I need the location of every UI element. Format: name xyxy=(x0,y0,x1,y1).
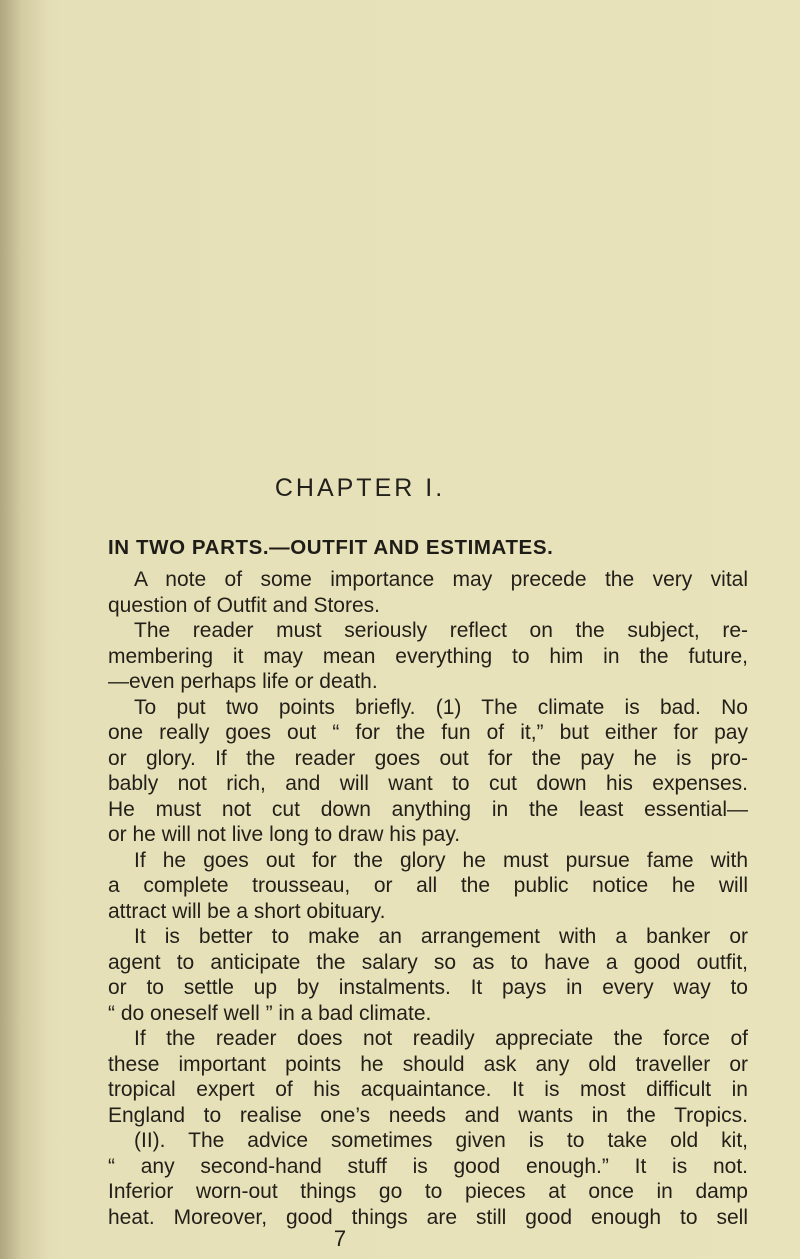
text-line: (II). The advice sometimes given is to take old kit, xyxy=(134,1129,748,1152)
text-line: tropical expert of his acquaintance. It is most difficult in xyxy=(108,1078,748,1101)
section-title: IN TWO PARTS.—OUTFIT AND ESTIMATES. xyxy=(108,536,554,559)
text-line: bably not rich, and will want to cut down his expenses. xyxy=(108,772,748,795)
page-gutter-shadow xyxy=(0,0,48,1259)
page-number: 7 xyxy=(333,1226,347,1251)
text-line: England to realise one’s needs and wants in the Tropics. xyxy=(108,1104,748,1127)
text-line: attract will be a short obituary. xyxy=(108,900,386,923)
text-line: agent to anticipate the salary so as to have a good outfit, xyxy=(108,951,748,974)
text-line: membering it may mean everything to him in the future, xyxy=(108,645,748,668)
chapter-heading: CHAPTER I. xyxy=(274,474,446,502)
text-line: “ do oneself well ” in a bad climate. xyxy=(108,1002,432,1025)
text-line: Inferior worn-out things go to pieces at once in damp xyxy=(108,1180,748,1203)
text-line: If he goes out for the glory he must pursue fame with xyxy=(134,849,748,872)
text-line: these important points he should ask any old traveller or xyxy=(108,1053,748,1076)
text-line: A note of some importance may precede the very vital xyxy=(134,568,748,591)
text-line: The reader must seriously reflect on the subject, re- xyxy=(134,619,748,642)
text-line: It is better to make an arrangement with a banker or xyxy=(134,925,748,948)
text-line: To put two points briefly. (1) The climate is bad. No xyxy=(134,696,748,719)
text-line: a complete trousseau, or all the public notice he will xyxy=(108,874,748,897)
text-line: or to settle up by instalments. It pays in every way to xyxy=(108,976,748,999)
text-line: If the reader does not readily appreciate the force of xyxy=(134,1027,748,1050)
text-line: He must not cut down anything in the least essential— xyxy=(108,798,748,821)
text-line: one really goes out “ for the fun of it,” but either for pay xyxy=(108,721,748,744)
text-line: “ any second-hand stuff is good enough.” It is not. xyxy=(108,1155,748,1178)
text-line: or glory. If the reader goes out for the pay he is pro- xyxy=(108,747,748,770)
text-line: question of Outfit and Stores. xyxy=(108,594,380,617)
text-line: heat. Moreover, good things are still good enough to sell xyxy=(108,1206,748,1229)
text-line: —even perhaps life or death. xyxy=(108,670,378,693)
text-line: or he will not live long to draw his pay. xyxy=(108,823,461,846)
